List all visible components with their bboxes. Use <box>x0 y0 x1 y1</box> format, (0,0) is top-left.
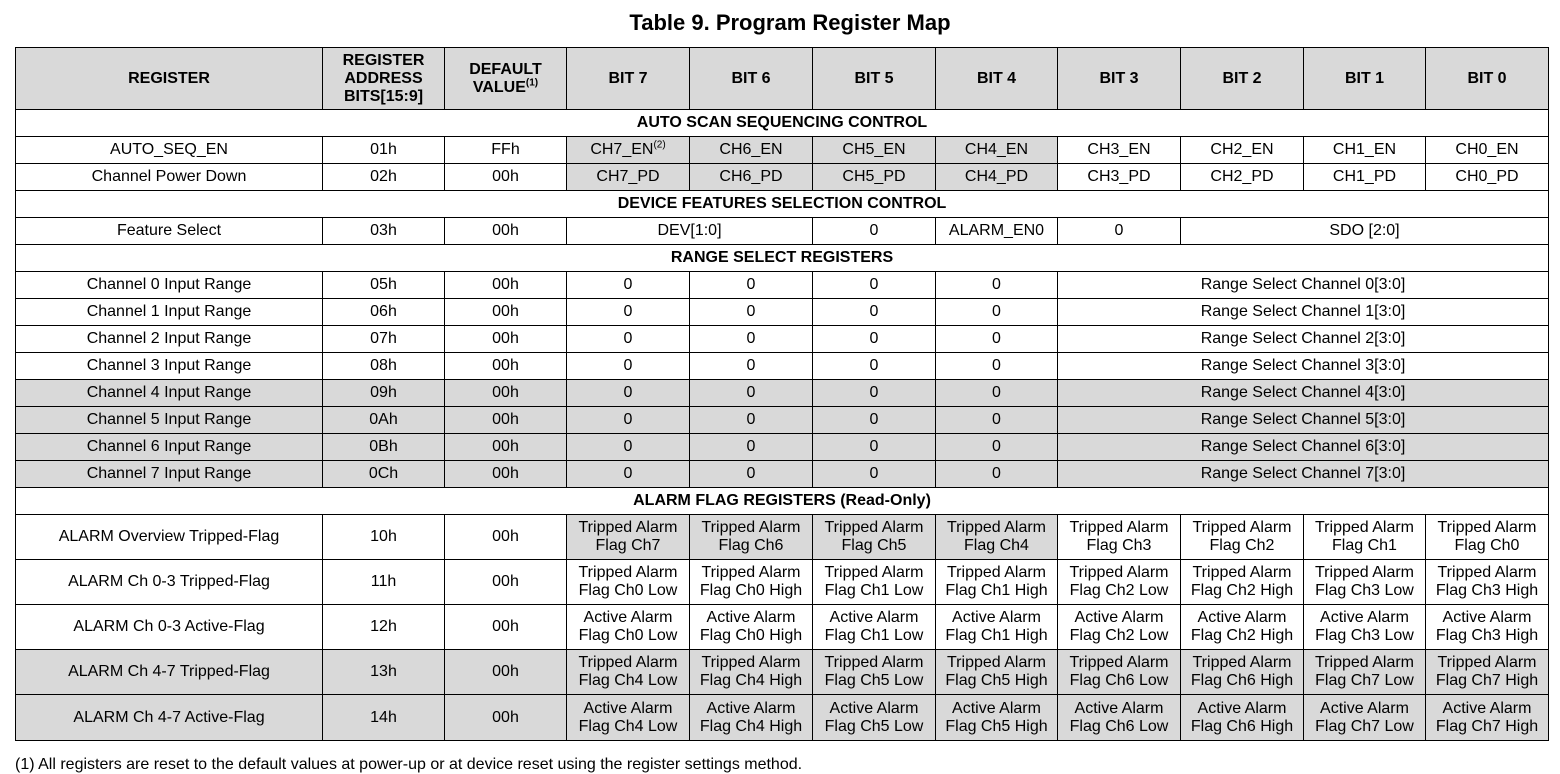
bit7-cell: Tripped Alarm Flag Ch0 Low <box>567 560 690 605</box>
default-value: 00h <box>445 515 567 560</box>
register-address: 03h <box>323 218 445 245</box>
bit6-cell: Active Alarm Flag Ch4 High <box>690 695 813 741</box>
default-value: 00h <box>445 560 567 605</box>
table-row <box>16 407 1549 434</box>
bit2-cell: Tripped Alarm Flag Ch6 High <box>1181 650 1304 695</box>
bit1-cell: Tripped Alarm Flag Ch3 Low <box>1304 560 1426 605</box>
bit7-cell: 0 <box>567 326 690 353</box>
table-row <box>16 299 1549 326</box>
register-address: 08h <box>323 353 445 380</box>
register-name: AUTO_SEQ_EN <box>16 137 323 164</box>
section-row <box>16 191 1549 218</box>
register-name: ALARM Ch 0-3 Tripped-Flag <box>16 560 323 605</box>
section-row <box>16 110 1549 137</box>
bit5-cell: 0 <box>813 326 936 353</box>
register-name: Channel 3 Input Range <box>16 353 323 380</box>
bit5-cell: 0 <box>813 461 936 488</box>
bit4-cell: 0 <box>936 326 1058 353</box>
bit2-cell: CH2_PD <box>1181 164 1304 191</box>
register-name: Channel 1 Input Range <box>16 299 323 326</box>
default-value: 00h <box>445 299 567 326</box>
bit4-cell: CH4_EN <box>936 137 1058 164</box>
bit3-cell: Tripped Alarm Flag Ch3 <box>1058 515 1181 560</box>
bit6-cell: 0 <box>690 461 813 488</box>
bit7-cell: CH7_PD <box>567 164 690 191</box>
bit5-cell: Active Alarm Flag Ch5 Low <box>813 695 936 741</box>
section-row <box>16 245 1549 272</box>
bit7-cell: Active Alarm Flag Ch4 Low <box>567 695 690 741</box>
register-name: ALARM Ch 4-7 Active-Flag <box>16 695 323 741</box>
bit7-cell: Active Alarm Flag Ch0 Low <box>567 605 690 650</box>
dev-field: DEV[1:0] <box>567 218 813 245</box>
bit0-cell: Active Alarm Flag Ch3 High <box>1426 605 1549 650</box>
range-select-field: Range Select Channel 5[3:0] <box>1058 407 1549 434</box>
header-bit3: BIT 3 <box>1058 48 1181 110</box>
bit1-cell: Tripped Alarm Flag Ch1 <box>1304 515 1426 560</box>
bit2-cell: Tripped Alarm Flag Ch2 High <box>1181 560 1304 605</box>
bit7-cell: 0 <box>567 353 690 380</box>
bit3-cell: Tripped Alarm Flag Ch6 Low <box>1058 650 1181 695</box>
register-name: ALARM Ch 4-7 Tripped-Flag <box>16 650 323 695</box>
bit0-cell: Tripped Alarm Flag Ch3 High <box>1426 560 1549 605</box>
section-row <box>16 488 1549 515</box>
default-value: FFh <box>445 137 567 164</box>
header-bit2: BIT 2 <box>1181 48 1304 110</box>
header-bit5: BIT 5 <box>813 48 936 110</box>
bit6-cell: 0 <box>690 326 813 353</box>
register-name: Channel 4 Input Range <box>16 380 323 407</box>
register-address: 11h <box>323 560 445 605</box>
bit3-cell: Tripped Alarm Flag Ch2 Low <box>1058 560 1181 605</box>
bit5-cell: 0 <box>813 353 936 380</box>
bit4-cell: Tripped Alarm Flag Ch4 <box>936 515 1058 560</box>
section-range-select: RANGE SELECT REGISTERS <box>16 245 1549 272</box>
table-row <box>16 434 1549 461</box>
bit4-cell: 0 <box>936 380 1058 407</box>
footnote-marker: (2) <box>653 139 666 151</box>
bit3-cell: Active Alarm Flag Ch6 Low <box>1058 695 1181 741</box>
bit5-cell: 0 <box>813 218 936 245</box>
bit7-cell: 0 <box>567 380 690 407</box>
table-row <box>16 137 1549 164</box>
footnote: (1) All registers are reset to the default values at power-up or at device reset using the register settings method. <box>15 756 803 773</box>
default-value: 00h <box>445 353 567 380</box>
register-address: 01h <box>323 137 445 164</box>
bit6-cell: 0 <box>690 407 813 434</box>
table-row <box>16 695 1549 741</box>
bit2-cell: CH2_EN <box>1181 137 1304 164</box>
default-value: 00h <box>445 380 567 407</box>
bit4-cell: 0 <box>936 299 1058 326</box>
bit2-cell: Tripped Alarm Flag Ch2 <box>1181 515 1304 560</box>
bit6-cell: 0 <box>690 272 813 299</box>
bit7-cell: CH7_EN$^{(2)}$ <box>567 137 690 164</box>
table-row <box>16 650 1549 695</box>
default-value: 00h <box>445 407 567 434</box>
bit6-cell: 0 <box>690 434 813 461</box>
bit1-cell: CH1_PD <box>1304 164 1426 191</box>
bit4-cell: 0 <box>936 461 1058 488</box>
default-value: 00h <box>445 326 567 353</box>
default-value: 00h <box>445 272 567 299</box>
bit5-cell: Active Alarm Flag Ch1 Low <box>813 605 936 650</box>
table-row <box>16 605 1549 650</box>
alarm-en-field: ALARM_EN0 <box>936 218 1058 245</box>
header-bit7: BIT 7 <box>567 48 690 110</box>
table-row <box>16 461 1549 488</box>
table-row <box>16 515 1549 560</box>
table-row <box>16 272 1549 299</box>
bit4-cell: Active Alarm Flag Ch1 High <box>936 605 1058 650</box>
bit3-cell: CH3_PD <box>1058 164 1181 191</box>
register-address: 12h <box>323 605 445 650</box>
bit1-cell: Active Alarm Flag Ch3 Low <box>1304 605 1426 650</box>
bit6-cell: 0 <box>690 299 813 326</box>
bit0-cell: CH0_PD <box>1426 164 1549 191</box>
table-row <box>16 380 1549 407</box>
range-select-field: Range Select Channel 3[3:0] <box>1058 353 1549 380</box>
bit4-cell: CH4_PD <box>936 164 1058 191</box>
default-value: 00h <box>445 650 567 695</box>
header-bit1: BIT 1 <box>1304 48 1426 110</box>
section-device-features: DEVICE FEATURES SELECTION CONTROL <box>16 191 1549 218</box>
bit6-cell: 0 <box>690 353 813 380</box>
register-name: Channel 5 Input Range <box>16 407 323 434</box>
header-bit0: BIT 0 <box>1426 48 1549 110</box>
bit5-cell: CH5_EN <box>813 137 936 164</box>
register-name: Channel Power Down <box>16 164 323 191</box>
bit1-cell: Active Alarm Flag Ch7 Low <box>1304 695 1426 741</box>
bit1-cell: Tripped Alarm Flag Ch7 Low <box>1304 650 1426 695</box>
bit0-cell: Tripped Alarm Flag Ch7 High <box>1426 650 1549 695</box>
bit5-cell: 0 <box>813 407 936 434</box>
bit1-cell: CH1_EN <box>1304 137 1426 164</box>
bit4-cell: Tripped Alarm Flag Ch1 High <box>936 560 1058 605</box>
bit6-cell: CH6_PD <box>690 164 813 191</box>
header-address: REGISTER ADDRESS BITS[15:9] <box>323 48 445 110</box>
bit4-cell: 0 <box>936 353 1058 380</box>
bit7-cell: 0 <box>567 407 690 434</box>
bit6-cell: Tripped Alarm Flag Ch0 High <box>690 560 813 605</box>
register-address: 07h <box>323 326 445 353</box>
range-select-field: Range Select Channel 6[3:0] <box>1058 434 1549 461</box>
register-address: 05h <box>323 272 445 299</box>
table-row <box>16 218 1549 245</box>
bit5-cell: Tripped Alarm Flag Ch1 Low <box>813 560 936 605</box>
register-address: 14h <box>323 695 445 741</box>
bit5-cell: 0 <box>813 434 936 461</box>
bit3-cell: Active Alarm Flag Ch2 Low <box>1058 605 1181 650</box>
footnote-marker: (1) <box>525 77 539 89</box>
sdo-field: SDO [2:0] <box>1181 218 1549 245</box>
default-value: 00h <box>445 695 567 741</box>
bit4-cell: Tripped Alarm Flag Ch5 High <box>936 650 1058 695</box>
table-row <box>16 353 1549 380</box>
range-select-field: Range Select Channel 2[3:0] <box>1058 326 1549 353</box>
table-title: Table 9. Program Register Map <box>629 10 951 35</box>
register-map-table <box>15 47 1549 741</box>
register-name: ALARM Overview Tripped-Flag <box>16 515 323 560</box>
header-row <box>16 48 1549 110</box>
bit4-cell: Active Alarm Flag Ch5 High <box>936 695 1058 741</box>
table-row <box>16 560 1549 605</box>
register-name: Channel 2 Input Range <box>16 326 323 353</box>
bit4-cell: 0 <box>936 407 1058 434</box>
default-value: 00h <box>445 164 567 191</box>
register-address: 09h <box>323 380 445 407</box>
bit6-cell: Tripped Alarm Flag Ch4 High <box>690 650 813 695</box>
register-address: 06h <box>323 299 445 326</box>
bit6-cell: Active Alarm Flag Ch0 High <box>690 605 813 650</box>
table-row <box>16 164 1549 191</box>
range-select-field: Range Select Channel 7[3:0] <box>1058 461 1549 488</box>
header-default: DEFAULT VALUE$^{(1)}$ <box>445 48 567 110</box>
bit5-cell: Tripped Alarm Flag Ch5 <box>813 515 936 560</box>
register-name: Channel 6 Input Range <box>16 434 323 461</box>
default-value: 00h <box>445 461 567 488</box>
bit6-cell: CH6_EN <box>690 137 813 164</box>
register-address: 0Ah <box>323 407 445 434</box>
bit4-cell: 0 <box>936 272 1058 299</box>
default-value: 00h <box>445 218 567 245</box>
bit7-cell: Tripped Alarm Flag Ch7 <box>567 515 690 560</box>
table-row <box>16 326 1549 353</box>
default-value: 00h <box>445 605 567 650</box>
bit0-cell: CH0_EN <box>1426 137 1549 164</box>
bit3-cell: 0 <box>1058 218 1181 245</box>
register-name: Feature Select <box>16 218 323 245</box>
bit2-cell: Active Alarm Flag Ch2 High <box>1181 605 1304 650</box>
bit6-cell: Tripped Alarm Flag Ch6 <box>690 515 813 560</box>
bit7-cell: 0 <box>567 272 690 299</box>
bit3-cell: CH3_EN <box>1058 137 1181 164</box>
register-address: 13h <box>323 650 445 695</box>
default-value: 00h <box>445 434 567 461</box>
bit5-cell: 0 <box>813 299 936 326</box>
register-name: Channel 7 Input Range <box>16 461 323 488</box>
section-alarm-flag: ALARM FLAG REGISTERS (Read-Only) <box>16 488 1549 515</box>
register-address: 0Ch <box>323 461 445 488</box>
register-name: ALARM Ch 0-3 Active-Flag <box>16 605 323 650</box>
section-auto-scan: AUTO SCAN SEQUENCING CONTROL <box>16 110 1549 137</box>
range-select-field: Range Select Channel 1[3:0] <box>1058 299 1549 326</box>
register-address: 10h <box>323 515 445 560</box>
register-address: 0Bh <box>323 434 445 461</box>
range-select-field: Range Select Channel 0[3:0] <box>1058 272 1549 299</box>
bit5-cell: CH5_PD <box>813 164 936 191</box>
bit5-cell: Tripped Alarm Flag Ch5 Low <box>813 650 936 695</box>
bit7-cell: 0 <box>567 299 690 326</box>
bit4-cell: 0 <box>936 434 1058 461</box>
header-register: REGISTER <box>16 48 323 110</box>
bit6-cell: 0 <box>690 380 813 407</box>
header-bit4: BIT 4 <box>936 48 1058 110</box>
bit0-cell: Tripped Alarm Flag Ch0 <box>1426 515 1549 560</box>
bit2-cell: Active Alarm Flag Ch6 High <box>1181 695 1304 741</box>
header-bit6: BIT 6 <box>690 48 813 110</box>
bit7-cell: 0 <box>567 461 690 488</box>
bit5-cell: 0 <box>813 272 936 299</box>
register-address: 02h <box>323 164 445 191</box>
range-select-field: Range Select Channel 4[3:0] <box>1058 380 1549 407</box>
bit0-cell: Active Alarm Flag Ch7 High <box>1426 695 1549 741</box>
bit7-cell: 0 <box>567 434 690 461</box>
bit7-cell: Tripped Alarm Flag Ch4 Low <box>567 650 690 695</box>
bit5-cell: 0 <box>813 380 936 407</box>
register-name: Channel 0 Input Range <box>16 272 323 299</box>
